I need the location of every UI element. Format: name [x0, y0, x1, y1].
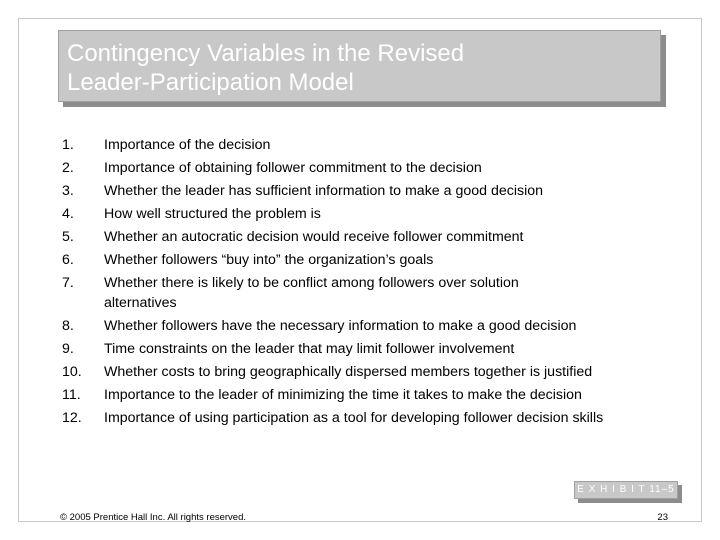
item-number: 8. [62, 318, 74, 334]
item-text: Time constraints on the leader that may limit follower involvement [104, 341, 515, 357]
exhibit-label: E X H I B I T 11–5 [574, 481, 678, 499]
page-number: 23 [657, 512, 668, 523]
item-number: 9. [62, 341, 74, 357]
title-line-1: Contingency Variables in the Revised [67, 40, 465, 67]
list-item [62, 409, 672, 429]
item-number: 12. [62, 410, 82, 426]
copyright-notice: © 2005 Prentice Hall Inc. All rights reserved. [60, 512, 247, 523]
slide-title [58, 30, 661, 102]
item-number: 10. [62, 364, 82, 380]
item-text: Whether followers “buy into” the organization’s goals [104, 252, 434, 268]
item-number: 5. [62, 229, 74, 245]
title-line-2: Leader-Participation Model [67, 69, 354, 96]
item-number: 3. [62, 183, 74, 199]
item-text: Whether there is likely to be conflict among followers over solution alternatives [104, 275, 519, 311]
list-item [62, 315, 672, 338]
list-item [62, 134, 672, 157]
item-text: Whether followers have the necessary information to make a good decision [104, 318, 577, 334]
list-item [62, 338, 672, 361]
item-number: 11. [62, 387, 81, 403]
item-text: Importance of the decision [104, 137, 271, 153]
list-item [62, 384, 672, 407]
list-item [62, 361, 672, 384]
item-number: 4. [62, 206, 74, 222]
item-number: 6. [62, 252, 74, 268]
list-item [62, 180, 672, 203]
item-text: Importance of obtaining follower commitment to the decision [104, 160, 482, 176]
list-item [62, 226, 672, 249]
item-text: How well structured the problem is [104, 206, 321, 222]
item-text: Whether the leader has sufficient information to make a good decision [104, 183, 544, 199]
item-number: 2. [62, 160, 74, 176]
item-number: 7. [62, 275, 74, 291]
list-item [62, 203, 672, 226]
item-text: Whether costs to bring geographically dispersed members together is justified [104, 364, 593, 380]
variables-list [62, 134, 672, 431]
list-item [62, 274, 672, 313]
item-number: 1. [62, 137, 74, 153]
list-item [62, 249, 672, 272]
item-text: Importance to the leader of minimizing the time it takes to make the decision [104, 387, 582, 403]
item-text: Whether an autocratic decision would receive follower commitment [104, 229, 524, 245]
list-item [62, 157, 672, 180]
item-text: Importance of using participation as a tool for developing follower decision skills [104, 410, 604, 426]
